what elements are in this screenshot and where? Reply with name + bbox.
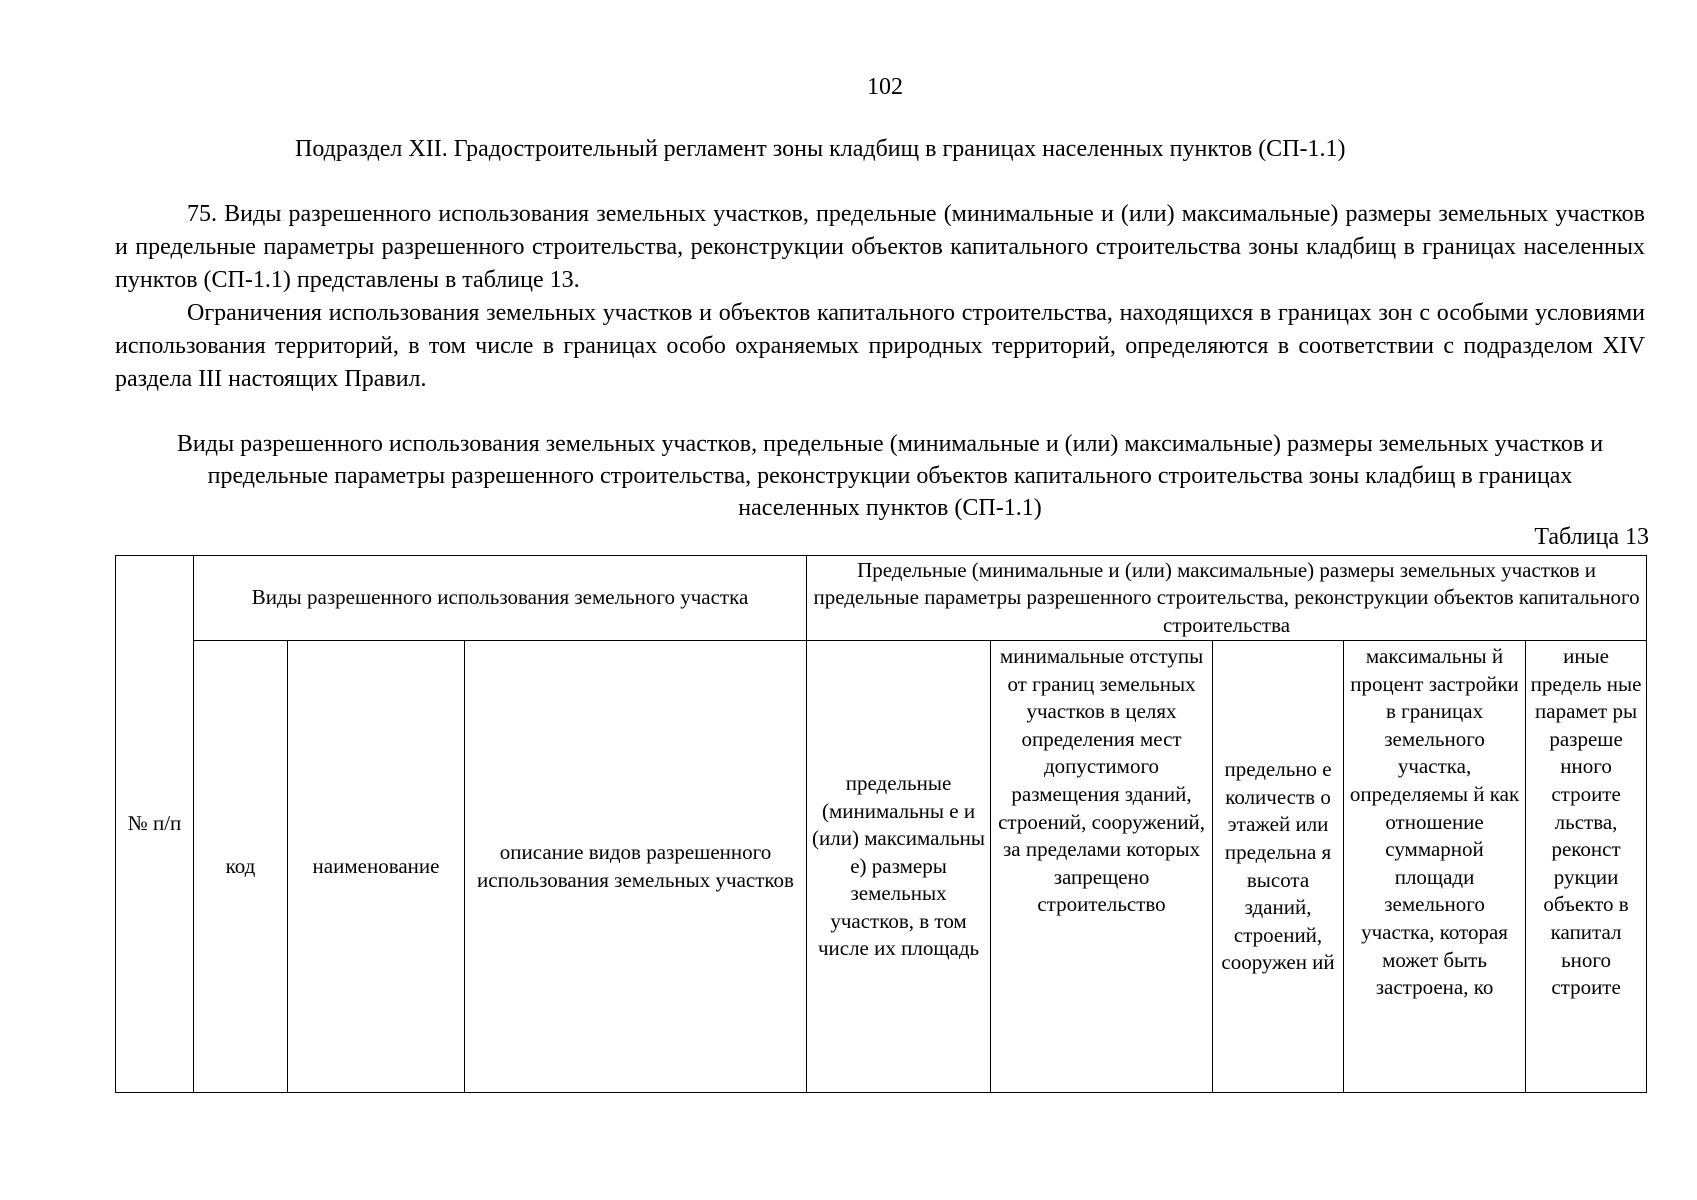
header-description: описание видов разрешенного использования земельных участков: [465, 641, 807, 1093]
header-num: № п/п: [116, 556, 194, 1093]
header-other: иные предель ные парамет ры разреше нного строите льства, реконст рукции объекто в капитал ьного строите: [1530, 644, 1642, 1000]
subsection-title: Подраздел XII. Градостроительный регламент зоны кладбищ в границах населенных пунктов (СП-1.1): [295, 136, 1346, 162]
table-label: Таблица 13: [1534, 524, 1649, 550]
paragraph-75: 75. Виды разрешенного использования земельных участков, предельные (минимальные и (или) максимальные) размеры земельных участков и предельные параметры разрешенного строительства, реконструкции объектов капитального строительства зоны кладбищ в границах населенных пунктов (СП-1.1) представлены в таблице 13.: [115, 201, 1645, 293]
regulation-table: [115, 555, 1647, 1093]
header-floors: предельно е количеств о этажей или предельна я высота зданий, строений, сооружен ий: [1213, 641, 1344, 1093]
header-setbacks: минимальные отступы от границ земельных участков в целях определения мест допустимого размещения зданий, строений, сооружений, за пределами которых запрещено строительство: [998, 644, 1205, 917]
header-group-params: Предельные (минимальные и (или) максимальные) размеры земельных участков и предельные параметры разрешенного строительства, реконструкции объектов капитального строительства: [807, 556, 1647, 641]
page-number: 102: [867, 74, 903, 100]
header-name: наименование: [288, 641, 465, 1093]
header-plot-size: предельные (минимальны е и (или) максимальны е) размеры земельных участков, в том числе их площадь: [807, 641, 991, 1093]
header-group-use: Виды разрешенного использования земельного участка: [194, 556, 807, 641]
header-setbacks-cell: [991, 641, 1213, 1093]
table-header-row-1: [116, 556, 1647, 641]
header-coverage-cell: [1344, 641, 1526, 1093]
header-code: код: [194, 641, 288, 1093]
table-header-row-2: [116, 641, 1647, 1093]
paragraph-restrictions: Ограничения использования земельных участков и объектов капитального строительства, находящихся в границах зон с особыми условиями использования территорий, в том числе в границах особо охраняемых природных территорий, определяются в соответствии с подразделом XIV раздела III настоящих Правил.: [115, 300, 1645, 392]
table-caption: Виды разрешенного использования земельных участков, предельные (минимальные и (или) максимальные) размеры земельных участков и предельные параметры разрешенного строительства, реконструкции объектов капитального строительства зоны кладбищ в границах населенных пунктов (СП-1.1): [176, 431, 1604, 521]
header-other-cell: [1526, 641, 1647, 1093]
header-coverage: максимальны й процент застройки в границах земельного участка, определяемы й как отношение суммарной площади земельного участка, которая может быть застроена, ко: [1349, 644, 1520, 1000]
